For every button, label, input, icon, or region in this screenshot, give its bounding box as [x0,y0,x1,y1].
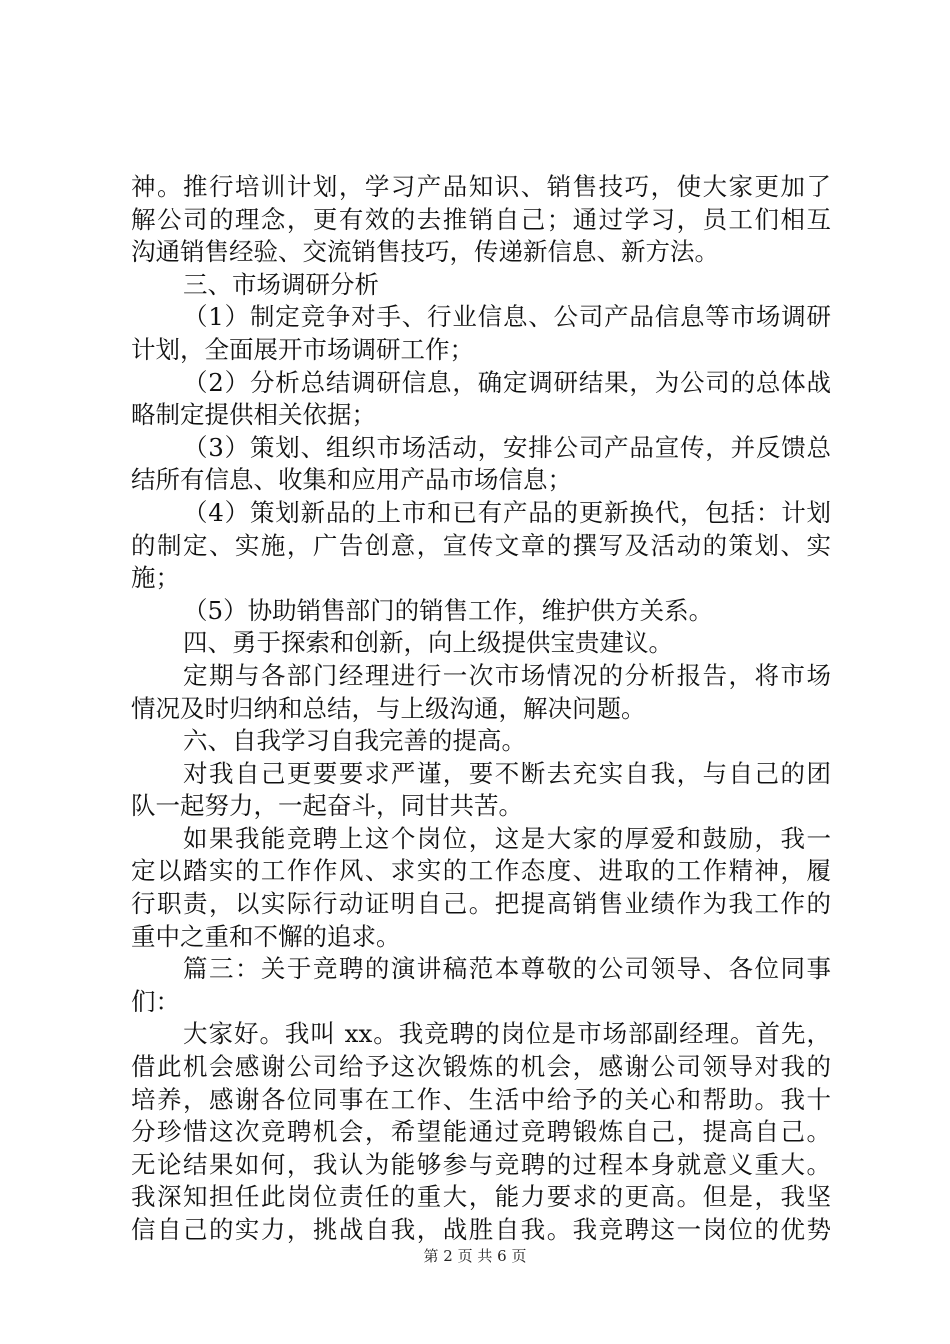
text-line: 队一起努力，一起奋斗，同甘共苦。 [131,791,523,821]
document-body [131,171,831,1247]
text-line: 我深知担任此岗位责任的重大，能力要求的更高。但是，我坚 [131,1182,831,1212]
text-line: 六、自我学习自我完善的提高。 [183,726,526,756]
text-line: （1）制定竞争对手、行业信息、公司产品信息等市场调研 [183,302,831,332]
text-line: 信自己的实力，挑战自我，战胜自我。我竞聘这一岗位的优势 [131,1215,831,1244]
text-line: 如果我能竞聘上这个岗位，这是大家的厚爱和鼓励，我一 [183,823,831,853]
text-line: 重中之重和不懈的追求。 [131,921,401,951]
text-line: 情况及时归纳和总结，与上级沟通，解决问题。 [131,693,646,723]
text-line: 借此机会感谢公司给予这次锻炼的机会，感谢公司领导对我的 [131,1052,831,1082]
text-line: 分珍惜这次竞聘机会，希望能通过竞聘锻炼自己，提高自己。 [131,1117,831,1147]
text-line: 行职责，以实际行动证明自己。把提高销售业绩作为我工作的 [131,889,831,919]
text-line: （3）策划、组织市场活动，安排公司产品宣传，并反馈总 [183,432,831,462]
text-line: 结所有信息、收集和应用产品市场信息； [131,465,572,495]
page-footer: 第 2 页 共 6 页 [423,1247,527,1265]
text-line: 的制定、实施，广告创意，宣传文章的撰写及活动的策划、实 [131,530,831,560]
text-line: 定以踏实的工作作风、求实的工作态度、进取的工作精神，履 [131,856,831,886]
text-line: 大家好。我叫 xx。我竞聘的岗位是市场部副经理。首先， [183,1019,831,1049]
text-line: 施； [131,563,180,593]
text-line: （4）策划新品的上市和已有产品的更新换代，包括：计划 [183,497,831,527]
text-line: 对我自己更要要求严谨，要不断去充实自我，与自己的团 [183,758,831,788]
text-line: 三、市场调研分析 [183,269,379,299]
text-line: 定期与各部门经理进行一次市场情况的分析报告，将市场 [183,660,831,690]
text-line: 无论结果如何，我认为能够参与竞聘的过程本身就意义重大。 [131,1149,831,1179]
text-line: 篇三：关于竞聘的演讲稿范本尊敬的公司领导、各位同事 [183,954,831,984]
text-line: 略制定提供相关依据； [131,400,376,430]
text-line: 解公司的理念，更有效的去推销自己；通过学习，员工们相互 [131,204,831,234]
text-line: 神。推行培训计划，学习产品知识、销售技巧，使大家更加了 [131,172,831,201]
text-line: （2）分析总结调研信息，确定调研结果，为公司的总体战 [183,367,831,397]
text-line: 培养，感谢各位同事在工作、生活中给予的关心和帮助。我十 [131,1084,831,1114]
text-line: 四、勇于探索和创新，向上级提供宝贵建议。 [183,628,673,658]
text-line: （5）协助销售部门的销售工作，维护供方关系。 [183,595,714,625]
text-line: 们： [131,986,180,1016]
text-line: 计划，全面展开市场调研工作； [131,334,474,364]
text-line: 沟通销售经验、交流销售技巧，传递新信息、新方法。 [131,237,719,267]
